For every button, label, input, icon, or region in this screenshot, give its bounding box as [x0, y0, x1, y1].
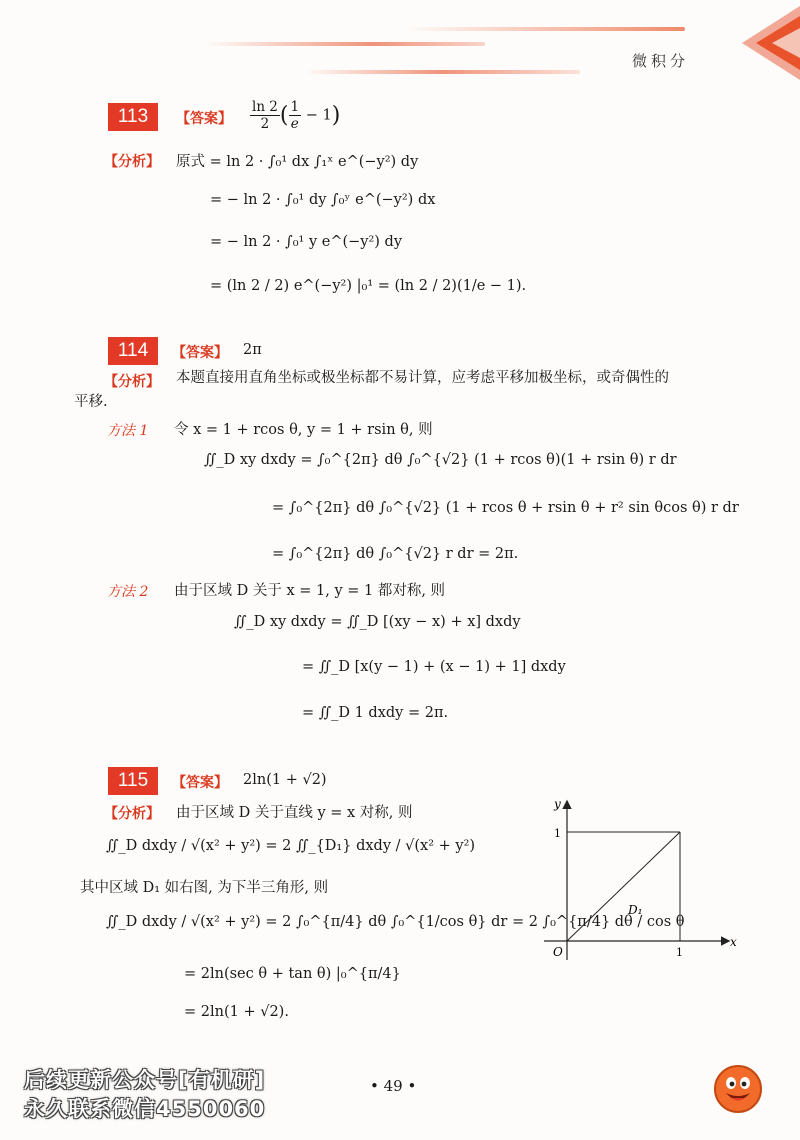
header-decor-line — [405, 27, 685, 31]
answer-value: 2ln(1 + √2) — [243, 772, 327, 788]
answer-tag: 【答案】 — [176, 111, 232, 127]
answer-value: 2π — [243, 342, 262, 358]
derivation-line: = ∬_D [x(y − 1) + (x − 1) + 1] dxdy — [302, 659, 566, 675]
derivation-line: ∬_D xy dxdy = ∫₀^{2π} dθ ∫₀^{√2} (1 + rcos θ)(1 + rsin θ) r dr — [204, 452, 677, 468]
problem-number-badge: 115 — [108, 767, 158, 795]
corner-arrow-icon — [738, 6, 800, 80]
derivation-line: = ∫₀^{2π} dθ ∫₀^{√2} (1 + rcos θ + rsin θ + r² sin θcos θ) r dr — [272, 500, 739, 516]
origin-label: O — [553, 945, 563, 959]
analysis-text: 平移. — [74, 394, 108, 410]
answer-tag: 【答案】 — [172, 775, 228, 791]
region-text: 其中区域 D₁ 如右图, 为下半三角形, 则 — [80, 880, 329, 896]
analysis-tag: 【分析】 — [104, 154, 160, 170]
watermark-text: 后续更新公众号[有机研] — [24, 1068, 266, 1092]
page-header-title: 微积分 — [632, 52, 690, 70]
tick-label-y: 1 — [554, 827, 561, 840]
derivation-line: = ∫₀^{2π} dθ ∫₀^{√2} r dr = 2π. — [272, 546, 519, 562]
answer-tag: 【答案】 — [172, 345, 228, 361]
derivation-line: = 2ln(1 + √2). — [184, 1004, 289, 1020]
header-decor-line — [205, 42, 485, 46]
axis-label-y: y — [554, 797, 561, 811]
equation: ∬_D dxdy / √(x² + y²) = 2 ∬_{D₁} dxdy / √(x² + y²) — [106, 838, 476, 854]
analysis-text: 由于区域 D 关于直线 y = x 对称, 则 — [176, 805, 413, 821]
derivation-line: = − ln 2 · ∫₀¹ dy ∫₀ʸ e^(−y²) dx — [210, 192, 436, 208]
method-text: 由于区域 D 关于 x = 1, y = 1 都对称, 则 — [174, 583, 446, 599]
derivation-line: = ∬_D 1 dxdy = 2π. — [302, 705, 449, 721]
smiley-mascot-icon — [712, 1063, 764, 1115]
region-figure — [520, 780, 750, 970]
watermark-text: 永久联系微信4550060 — [24, 1097, 266, 1121]
analysis-text: 本题直接用直角坐标或极坐标都不易计算，应考虑平移加极坐标，或奇偶性的 — [176, 370, 669, 386]
method-label: 方法 1 — [107, 423, 149, 439]
analysis-tag: 【分析】 — [104, 806, 160, 822]
method-text: 令 x = 1 + rcos θ, y = 1 + rsin θ, 则 — [174, 422, 433, 438]
region-label: D₁ — [628, 903, 643, 917]
problem-number-badge: 114 — [108, 337, 158, 365]
tick-label-x: 1 — [676, 946, 683, 959]
diagonal-line — [567, 832, 680, 941]
derivation-line: = 2ln(sec θ + tan θ) |₀^{π/4} — [184, 966, 401, 982]
derivation-line: 原式 = ln 2 · ∫₀¹ dx ∫₁ˣ e^(−y²) dy — [176, 154, 419, 170]
header-decor-line — [305, 70, 580, 74]
derivation-line: = (ln 2 / 2) e^(−y²) |₀¹ = (ln 2 / 2)(1/e − 1). — [210, 278, 527, 294]
derivation-line: ∬_D xy dxdy = ∬_D [(xy − x) + x] dxdy — [234, 614, 521, 630]
equation: ∬_D dxdy / √(x² + y²) = 2 ∫₀^{π/4} dθ ∫₀^{1/cos θ} dr = 2 ∫₀^{π/4} dθ / cos θ — [106, 914, 685, 930]
analysis-tag: 【分析】 — [104, 374, 160, 390]
page-number: • 49 • — [370, 1077, 417, 1095]
problem-number-badge: 113 — [108, 103, 158, 131]
method-label: 方法 2 — [107, 584, 149, 600]
answer-value: $\frac{\ln 2}{2}$ ( $\frac{1}{e}$ − 1) — [252, 99, 341, 132]
derivation-line: = − ln 2 · ∫₀¹ y e^(−y²) dy — [210, 234, 403, 250]
axis-label-x: x — [730, 935, 737, 949]
